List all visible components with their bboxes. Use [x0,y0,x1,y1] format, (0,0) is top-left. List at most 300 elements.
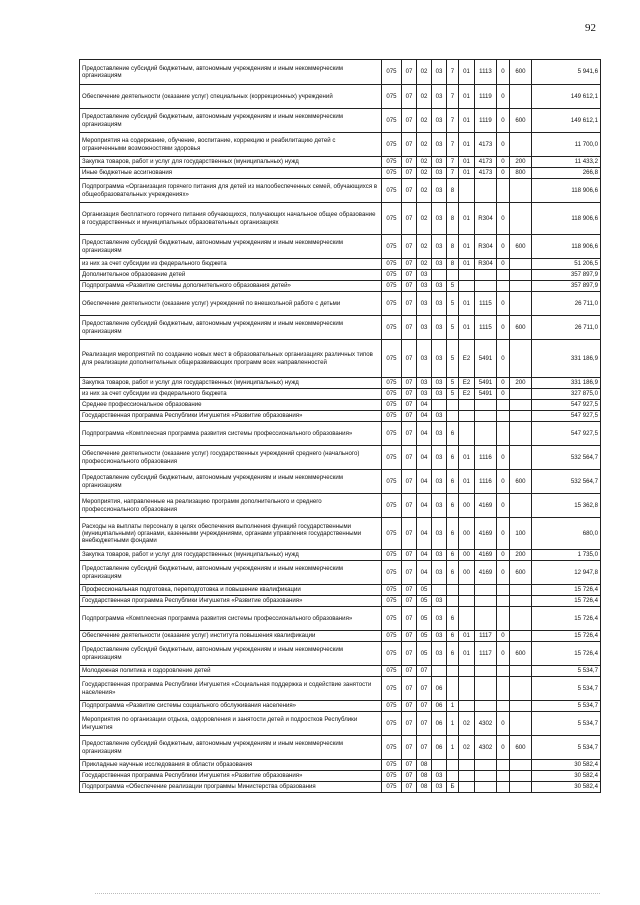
section-code: 07 [402,771,417,782]
direction-code: 1119 [475,85,497,109]
admin-code: 075 [382,235,402,259]
program-code: 03 [432,157,447,168]
event-code [459,607,475,631]
event-code: E2 [459,340,475,378]
section-code: 07 [402,281,417,292]
admin-code: 075 [382,607,402,631]
extra-code: 0 [497,470,510,494]
budget-table [79,59,601,793]
subprogram-code [447,760,459,771]
amount: 11 433,2 [532,157,601,168]
subprogram-code: 6 [447,561,459,585]
section-code: 07 [402,60,417,85]
direction-code [475,760,497,771]
amount: 149 612,1 [532,109,601,133]
event-code: 01 [459,168,475,179]
amount: 1 735,0 [532,550,601,561]
subsection-code: 02 [417,203,432,235]
subprogram-code [447,400,459,411]
extra-code: 0 [497,168,510,179]
section-code: 07 [402,518,417,550]
expense-type-code [510,281,532,292]
admin-code: 075 [382,642,402,666]
subsection-code: 02 [417,133,432,157]
subprogram-code: 6 [447,607,459,631]
expense-type-code [510,340,532,378]
direction-code: 1115 [475,292,497,316]
expense-type-code [510,85,532,109]
event-code [459,760,475,771]
amount: 331 186,9 [532,340,601,378]
section-code: 07 [402,550,417,561]
section-code: 07 [402,179,417,203]
extra-code: 0 [497,631,510,642]
admin-code: 075 [382,561,402,585]
program-code: 03 [432,168,447,179]
event-code: 01 [459,133,475,157]
event-code: 02 [459,736,475,760]
program-code: 03 [432,771,447,782]
row-name: Обеспечение деятельности (оказание услуг) института повышения квалификации [80,631,382,642]
extra-code [497,179,510,203]
program-code: 03 [432,281,447,292]
direction-code [475,771,497,782]
subsection-code: 03 [417,292,432,316]
extra-code [497,281,510,292]
section-code: 07 [402,422,417,446]
section-code: 07 [402,235,417,259]
table-row [80,340,601,378]
subsection-code: 03 [417,340,432,378]
direction-code: 5491 [475,340,497,378]
extra-code: 0 [497,109,510,133]
row-name: Обеспечение деятельности (оказание услуг) учреждений по внешкольной работе с детьми [80,292,382,316]
direction-code: 4169 [475,561,497,585]
program-code [432,400,447,411]
table-row [80,422,601,446]
section-code: 07 [402,411,417,422]
extra-code: 0 [497,235,510,259]
direction-code: 1115 [475,316,497,340]
admin-code: 075 [382,446,402,470]
amount: 15 726,4 [532,631,601,642]
subsection-code: 05 [417,585,432,596]
subsection-code: 08 [417,760,432,771]
section-code: 07 [402,85,417,109]
subprogram-code [447,771,459,782]
section-code: 07 [402,270,417,281]
subsection-code: 03 [417,378,432,389]
row-name: Подпрограмма «Развитие системы социального обслуживания населения» [80,701,382,712]
row-name: Подпрограмма «Комплексная программа развития системы профессионального образования» [80,422,382,446]
extra-code [497,782,510,793]
subsection-code: 04 [417,400,432,411]
subsection-code: 02 [417,235,432,259]
admin-code: 075 [382,518,402,550]
subsection-code: 08 [417,771,432,782]
extra-code: 0 [497,712,510,736]
expense-type-code [510,760,532,771]
amount: 118 906,6 [532,179,601,203]
table-row [80,389,601,400]
subprogram-code: 1 [447,701,459,712]
amount: 357 897,9 [532,281,601,292]
expense-type-code [510,494,532,518]
table-row [80,411,601,422]
event-code [459,666,475,677]
extra-code: 0 [497,561,510,585]
amount: 357 897,9 [532,270,601,281]
subsection-code: 08 [417,782,432,793]
table-row [80,494,601,518]
amount: 532 564,7 [532,446,601,470]
table-row [80,712,601,736]
section-code: 07 [402,760,417,771]
program-code: 03 [432,60,447,85]
amount: 5 534,7 [532,701,601,712]
row-name: Прикладные научные исследования в области образования [80,760,382,771]
table-row [80,400,601,411]
event-code [459,422,475,446]
subsection-code: 02 [417,109,432,133]
section-code: 07 [402,133,417,157]
amount: 5 534,7 [532,736,601,760]
amount: 5 534,7 [532,677,601,701]
program-code: 06 [432,736,447,760]
table-row [80,60,601,85]
subprogram-code [447,585,459,596]
extra-code [497,760,510,771]
admin-code: 075 [382,585,402,596]
row-name: из них за счет субсидии из федерального бюджета [80,389,382,400]
expense-type-code: 600 [510,642,532,666]
subprogram-code: 6 [447,446,459,470]
amount: 15 726,4 [532,585,601,596]
expense-type-code [510,446,532,470]
row-name: Подпрограмма «Обеспечение реализации программы Министерства образования [80,782,382,793]
direction-code: 4173 [475,168,497,179]
direction-code [475,666,497,677]
program-code: 03 [432,85,447,109]
subprogram-code: 6 [447,631,459,642]
direction-code [475,701,497,712]
admin-code: 075 [382,389,402,400]
subprogram-code: 8 [447,259,459,270]
expense-type-code [510,677,532,701]
row-name: Обеспечение деятельности (оказание услуг) государственных учреждений среднего (начального) профессионального образования [80,446,382,470]
admin-code: 075 [382,259,402,270]
section-code: 07 [402,168,417,179]
row-name: Расходы на выплаты персоналу в целях обеспечения выполнения функций государственными (муниципальными) органами, казенными учреждениями, органами управления государственными внебюджетными фондами [80,518,382,550]
subsection-code: 02 [417,168,432,179]
subsection-code: 07 [417,712,432,736]
table-row [80,518,601,550]
subsection-code: 05 [417,631,432,642]
event-code: E2 [459,389,475,400]
expense-type-code: 600 [510,60,532,85]
extra-code [497,422,510,446]
section-code: 07 [402,782,417,793]
subprogram-code: 7 [447,60,459,85]
subsection-code: 07 [417,736,432,760]
row-name: Предоставление субсидий бюджетным, автономным учреждениям и иным некоммерческим организациям [80,736,382,760]
expense-type-code [510,585,532,596]
table-row [80,316,601,340]
program-code: 03 [432,133,447,157]
program-code: 03 [432,203,447,235]
section-code: 07 [402,203,417,235]
event-code: 00 [459,550,475,561]
subprogram-code: 6 [447,470,459,494]
program-code: 03 [432,422,447,446]
subprogram-code: 6 [447,550,459,561]
section-code: 07 [402,596,417,607]
amount: 12 947,8 [532,561,601,585]
event-code: 00 [459,494,475,518]
admin-code: 075 [382,760,402,771]
subprogram-code: 5 [447,281,459,292]
direction-code: 5491 [475,389,497,400]
expense-type-code: 600 [510,109,532,133]
event-code [459,782,475,793]
extra-code [497,607,510,631]
extra-code: 0 [497,389,510,400]
program-code: 03 [432,470,447,494]
program-code [432,585,447,596]
amount: 15 726,4 [532,642,601,666]
table-row [80,561,601,585]
extra-code [497,677,510,701]
direction-code [475,782,497,793]
subsection-code: 02 [417,157,432,168]
admin-code: 075 [382,631,402,642]
row-name: Мероприятия, направленные на реализацию программ дополнительного и среднего профессионального образования [80,494,382,518]
table-row [80,203,601,235]
direction-code: 1113 [475,60,497,85]
event-code [459,400,475,411]
event-code: 01 [459,292,475,316]
budget-table-body [80,60,601,793]
expense-type-code [510,292,532,316]
row-name: Государственная программа Республики Ингушетия «Развитие образования» [80,596,382,607]
program-code: 03 [432,179,447,203]
row-name: Подпрограмма «Организация горячего питания для детей из малообеспеченных семей, обучающихся в общеобразовательных учреждениях» [80,179,382,203]
amount: 30 582,4 [532,771,601,782]
program-code: 03 [432,316,447,340]
section-code: 07 [402,736,417,760]
extra-code [497,596,510,607]
subprogram-code [447,411,459,422]
subsection-code: 02 [417,179,432,203]
event-code: 01 [459,109,475,133]
amount: 547 927,5 [532,411,601,422]
program-code: 03 [432,235,447,259]
section-code: 07 [402,701,417,712]
section-code: 07 [402,642,417,666]
subsection-code: 04 [417,422,432,446]
table-row [80,235,601,259]
expense-type-code [510,607,532,631]
event-code [459,179,475,203]
direction-code [475,270,497,281]
admin-code: 075 [382,281,402,292]
row-name: Предоставление субсидий бюджетным, автономным учреждениям и иным некоммерческим организациям [80,235,382,259]
program-code: 03 [432,631,447,642]
extra-code: 0 [497,316,510,340]
table-row [80,771,601,782]
program-code: 03 [432,259,447,270]
admin-code: 075 [382,340,402,378]
subsection-code: 05 [417,607,432,631]
event-code: 01 [459,259,475,270]
extra-code [497,666,510,677]
table-row [80,85,601,109]
event-code: 01 [459,316,475,340]
subprogram-code: 5 [447,378,459,389]
expense-type-code: 200 [510,550,532,561]
subprogram-code: Б [447,782,459,793]
table-row [80,760,601,771]
amount: 15 362,8 [532,494,601,518]
subprogram-code [447,666,459,677]
admin-code: 075 [382,422,402,446]
direction-code [475,422,497,446]
extra-code: 0 [497,340,510,378]
direction-code [475,400,497,411]
amount: 30 582,4 [532,760,601,771]
event-code: 01 [459,203,475,235]
subsection-code: 04 [417,446,432,470]
subsection-code: 02 [417,259,432,270]
program-code: 03 [432,292,447,316]
subprogram-code [447,677,459,701]
subsection-code: 07 [417,677,432,701]
row-name: Профессиональная подготовка, переподготовка и повышение квалификации [80,585,382,596]
row-name: Закупка товаров, работ и услуг для государственных (муниципальных) нужд [80,157,382,168]
event-code: 01 [459,157,475,168]
amount: 15 726,4 [532,596,601,607]
row-name: Предоставление субсидий бюджетным, автономным учреждениям и иным некоммерческим организациям [80,561,382,585]
section-code: 07 [402,607,417,631]
admin-code: 075 [382,782,402,793]
subprogram-code: 6 [447,642,459,666]
admin-code: 075 [382,378,402,389]
amount: 15 726,4 [532,607,601,631]
subsection-code: 02 [417,85,432,109]
expense-type-code: 200 [510,157,532,168]
table-row [80,270,601,281]
subprogram-code: 5 [447,316,459,340]
extra-code [497,400,510,411]
program-code [432,666,447,677]
amount: 51 206,5 [532,259,601,270]
subprogram-code: 1 [447,712,459,736]
page-number: 92 [585,22,596,34]
event-code: 00 [459,561,475,585]
event-code: 01 [459,235,475,259]
admin-code: 075 [382,596,402,607]
section-code: 07 [402,677,417,701]
program-code: 03 [432,596,447,607]
section-code: 07 [402,494,417,518]
direction-code: 5491 [475,378,497,389]
row-name: Предоставление субсидий бюджетным, автономным учреждениям и иным некоммерческим организациям [80,316,382,340]
extra-code: 0 [497,494,510,518]
subprogram-code: 7 [447,157,459,168]
subsection-code: 05 [417,642,432,666]
section-code: 07 [402,292,417,316]
event-code: 01 [459,446,475,470]
subprogram-code: 5 [447,389,459,400]
admin-code: 075 [382,85,402,109]
program-code [432,270,447,281]
table-row [80,168,601,179]
table-row [80,281,601,292]
admin-code: 075 [382,316,402,340]
event-code: 01 [459,470,475,494]
expense-type-code [510,389,532,400]
subprogram-code: 6 [447,518,459,550]
subsection-code: 03 [417,389,432,400]
expense-type-code [510,782,532,793]
row-name: Государственная программа Республики Ингушетия «Социальная поддержка и содействие занятости населения» [80,677,382,701]
subprogram-code: 8 [447,235,459,259]
expense-type-code [510,596,532,607]
row-name: Организация бесплатного горячего питания обучающихся, получающих начальное общее образование в государственных и муниципальных образовательных организациях [80,203,382,235]
amount: 118 906,6 [532,235,601,259]
event-code [459,677,475,701]
direction-code: 4169 [475,518,497,550]
section-code: 07 [402,446,417,470]
extra-code: 0 [497,203,510,235]
event-code: 01 [459,642,475,666]
subsection-code: 03 [417,270,432,281]
amount: 331 186,9 [532,378,601,389]
program-code: 06 [432,701,447,712]
amount: 680,0 [532,518,601,550]
admin-code: 075 [382,60,402,85]
direction-code: 1117 [475,631,497,642]
subprogram-code [447,596,459,607]
subsection-code: 04 [417,561,432,585]
subprogram-code: 7 [447,85,459,109]
section-code: 07 [402,259,417,270]
row-name: Мероприятия на содержание, обучение, воспитание, коррекцию и реабилитацию детей с ограниченными возможностями здоровья [80,133,382,157]
expense-type-code [510,712,532,736]
direction-code [475,607,497,631]
amount: 118 906,6 [532,203,601,235]
program-code: 03 [432,340,447,378]
table-row [80,133,601,157]
table-row [80,701,601,712]
admin-code: 075 [382,270,402,281]
subsection-code: 04 [417,550,432,561]
expense-type-code: 600 [510,235,532,259]
program-code: 06 [432,677,447,701]
row-name: из них за счет субсидии из федерального бюджета [80,259,382,270]
row-name: Предоставление субсидий бюджетным, автономным учреждениям и иным некоммерческим организациям [80,60,382,85]
subsection-code: 04 [417,470,432,494]
expense-type-code [510,179,532,203]
program-code: 03 [432,550,447,561]
admin-code: 075 [382,666,402,677]
section-code: 07 [402,712,417,736]
subsection-code: 02 [417,60,432,85]
expense-type-code [510,203,532,235]
expense-type-code: 600 [510,561,532,585]
program-code: 03 [432,561,447,585]
admin-code: 075 [382,157,402,168]
